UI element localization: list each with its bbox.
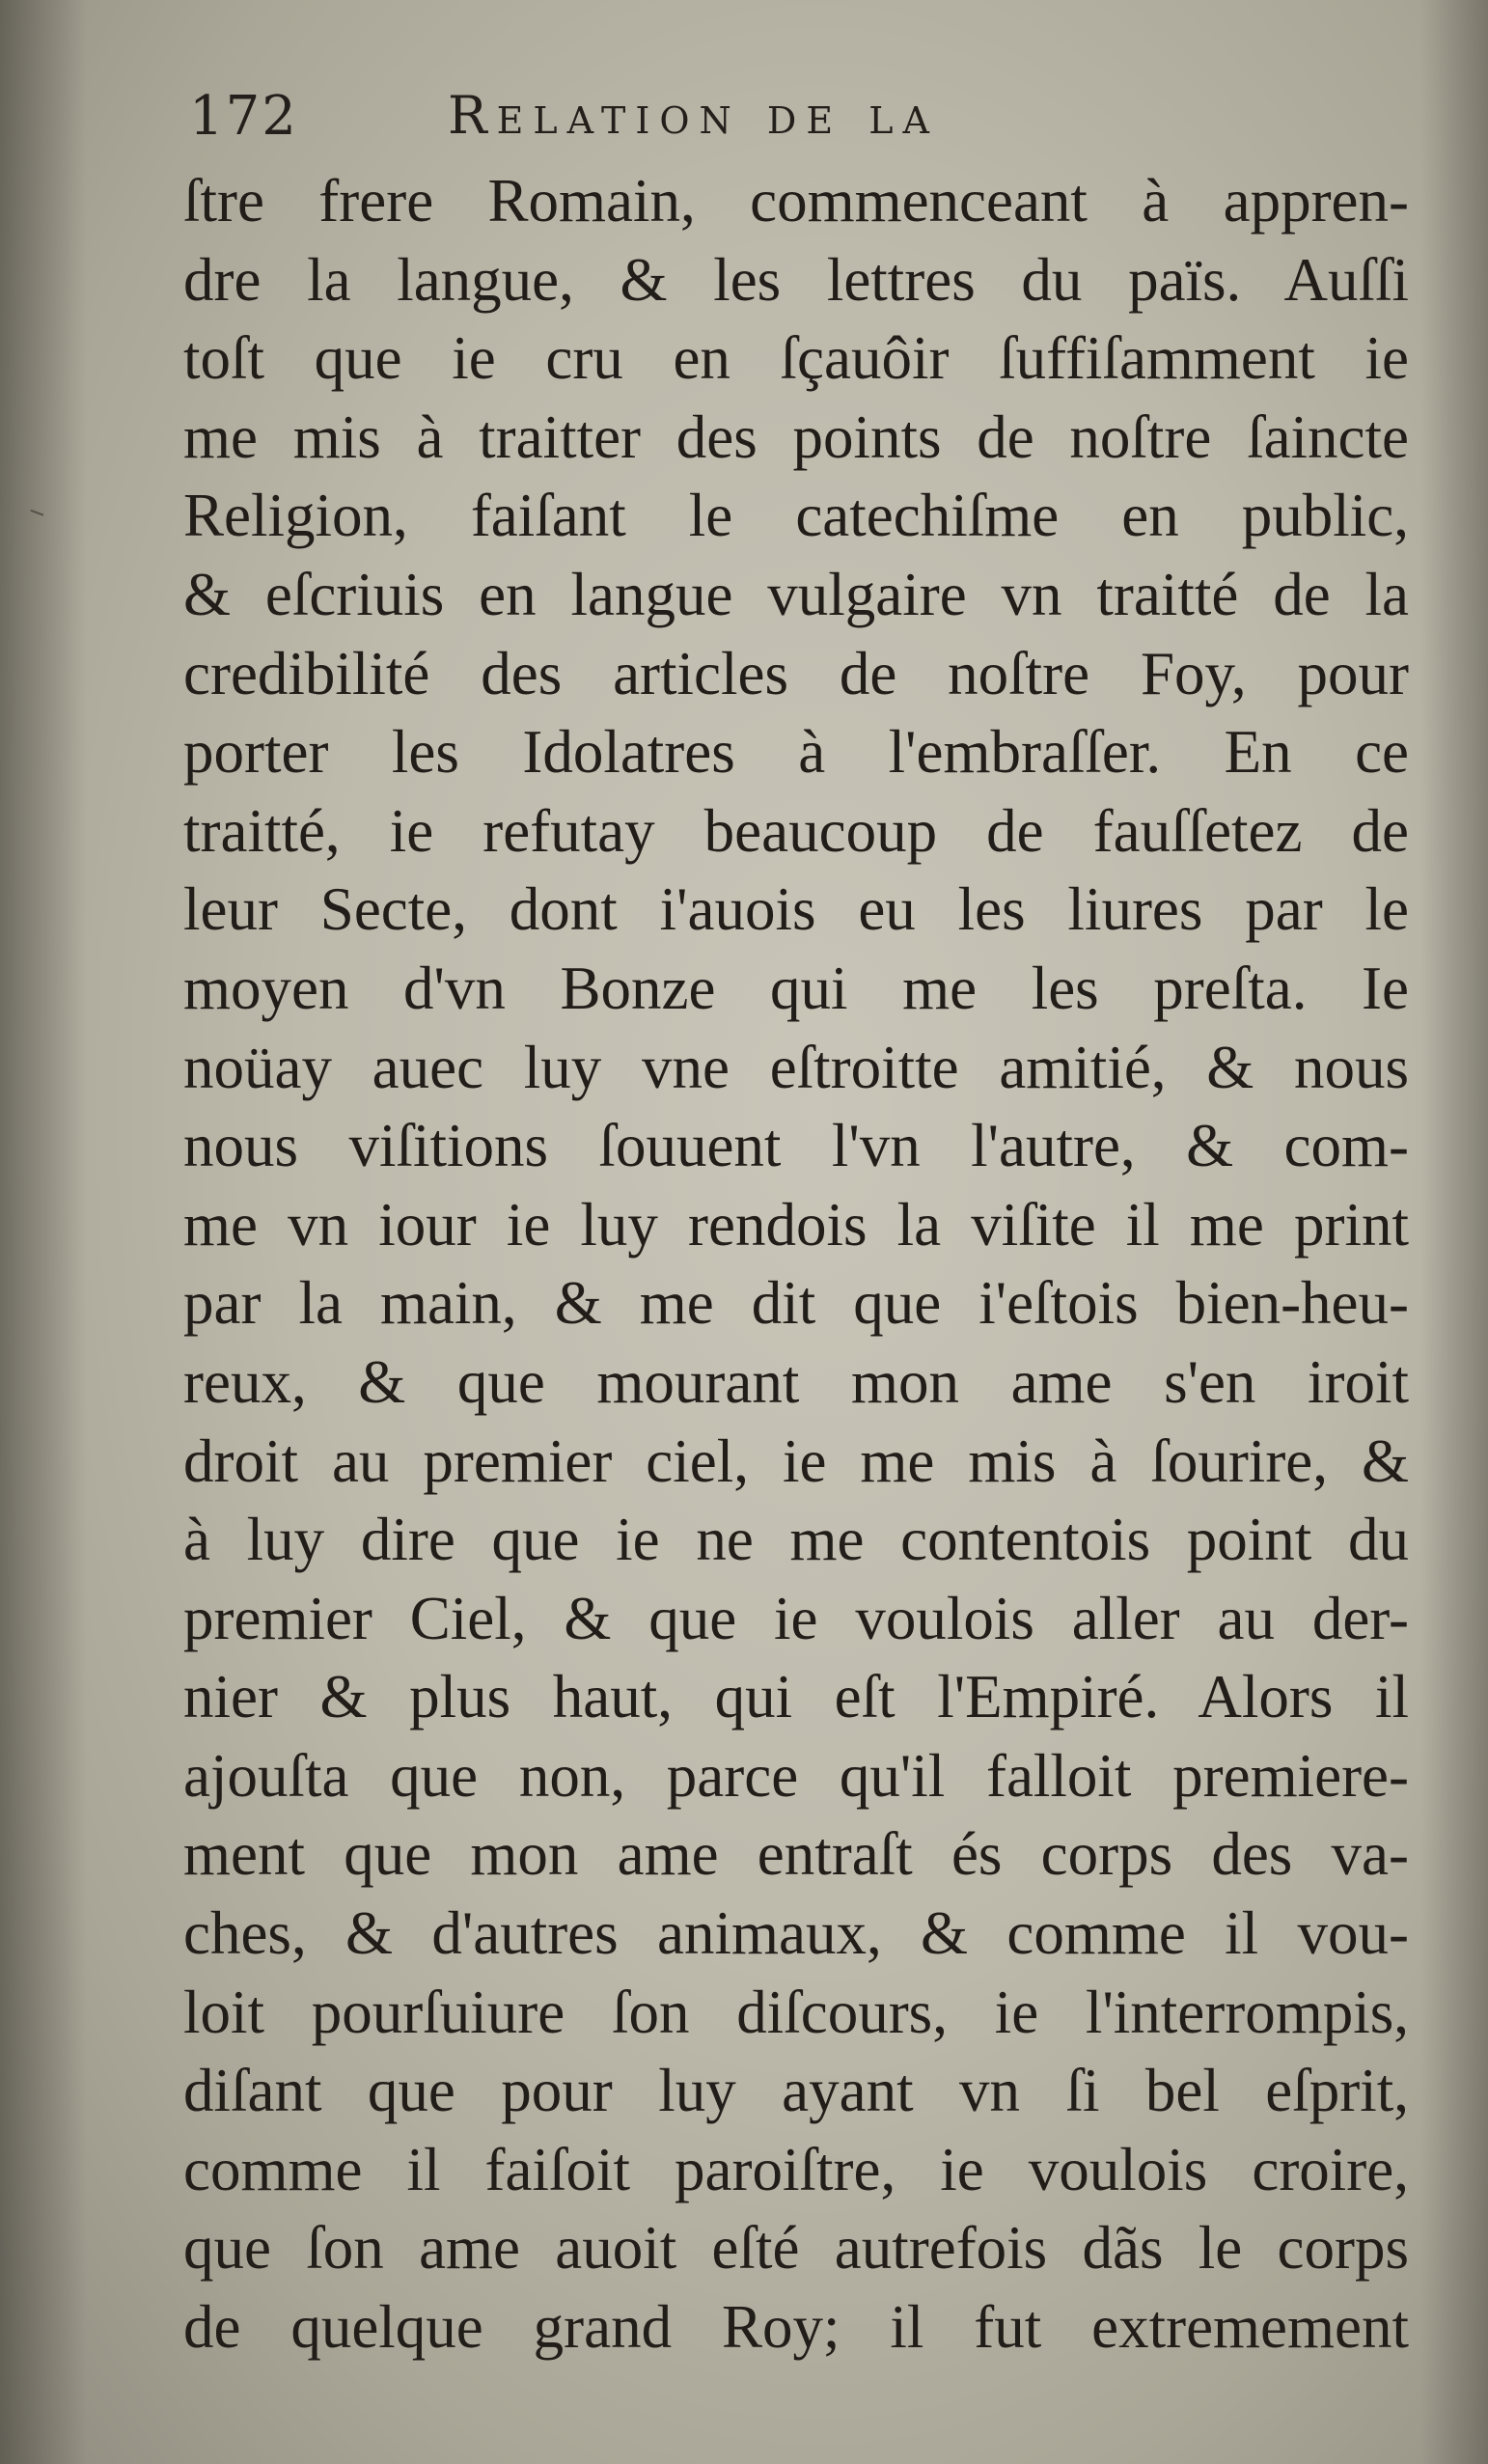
text-line: que ſon ame auoit eſté autrefois dãs le corps [183,2214,1409,2283]
text-line: leur Secte, dont i'auois eu les liures par le [183,875,1409,944]
text-line: de quelque grand Roy; il fut extremement [183,2293,1409,2362]
text-line: ajouſta que non, parce qu'il falloit premiere- [183,1741,1409,1810]
text-line: credibilité des articles de noſtre Foy, pour [183,639,1409,707]
margin-mark [28,510,44,523]
text-line: & eſcriuis en langue vulgaire vn traitté de la [183,560,1409,628]
text-line: nier & plus haut, qui eſt l'Empiré. Alors il [183,1663,1409,1731]
text-line: ches, & d'autres animaux, & comme il vou- [183,1899,1409,1968]
text-line: ment que mon ame entraſt és corps des va- [183,1820,1409,1889]
page-header [189,85,1405,162]
running-head: Relation de la [448,85,939,146]
text-line: par la main, & me dit que i'eſtois bien-heu- [183,1269,1409,1338]
text-line: traitté, ie refutay beaucoup de fauſſetez de [183,796,1409,865]
text-line: me vn iour ie luy rendois la viſite il me print [183,1190,1409,1259]
text-line: diſant que pour luy ayant vn ſi bel eſprit, [183,2057,1409,2125]
text-line: nous viſitions ſouuent l'vn l'autre, & com- [183,1112,1409,1180]
text-line: moyen d'vn Bonze qui me les preſta. Ie [183,954,1409,1022]
text-line: me mis à traitter des points de noſtre ſaincte [183,402,1409,471]
text-line: premier Ciel, & que ie voulois aller au der- [183,1584,1409,1652]
text-line: toſt que ie cru en ſçauôir ſuffiſamment ie [183,324,1409,393]
text-line: noüay auec luy vne eſtroitte amitié, & nous [183,1033,1409,1101]
body-text [183,162,1409,2367]
text-line: à luy dire que ie ne me contentois point du [183,1506,1409,1574]
page-number: 172 [189,85,298,148]
text-line: porter les Idolatres à l'embraſſer. En ce [183,718,1409,787]
text-line: reux, & que mourant mon ame s'en iroit [183,1347,1409,1416]
text-line: droit au premier ciel, ie me mis à ſourire, & [183,1426,1409,1495]
text-line: dre la langue, & les lettres du païs. Auſſi [183,245,1409,314]
text-line: loit pourſuiure ſon diſcours, ie l'interrompis, [183,1978,1409,2046]
text-line: ſtre frere Romain, commenceant à appren- [183,167,1409,235]
text-line: comme il faiſoit paroiſtre, ie voulois croire, [183,2135,1409,2203]
text-line: Religion, faiſant le catechiſme en public, [183,482,1409,550]
